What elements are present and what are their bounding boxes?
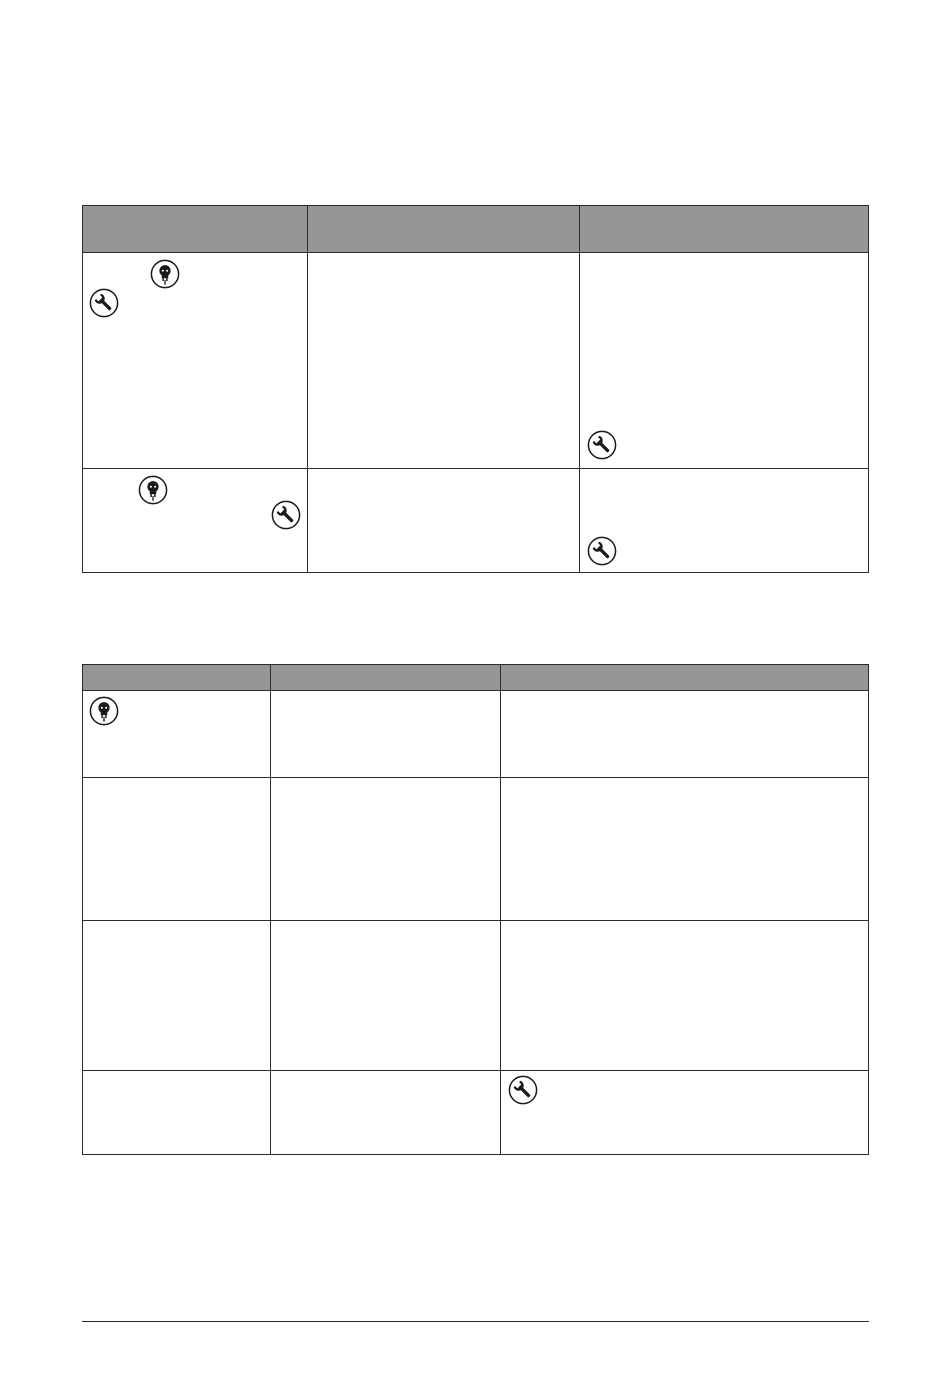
table-cell [500, 921, 868, 1070]
wrench-icon [508, 1075, 538, 1105]
table-cell [83, 778, 270, 920]
header-cell [500, 665, 868, 690]
table-cell [500, 691, 868, 777]
table-row [83, 920, 868, 1070]
table-cell [500, 1071, 868, 1154]
header-cell [83, 665, 270, 690]
table-cell [83, 691, 270, 777]
table-cell [83, 469, 307, 572]
footer-divider [82, 1321, 869, 1322]
table-cell [270, 921, 500, 1070]
power-plug-icon [138, 475, 168, 505]
troubleshooting-table-1 [82, 205, 869, 573]
table-header-row [83, 665, 868, 690]
table-cell [579, 469, 868, 572]
table-cell [270, 691, 500, 777]
table-row [83, 777, 868, 920]
table-cell [307, 253, 579, 468]
power-plug-icon [150, 259, 180, 289]
table-cell [579, 253, 868, 468]
table-cell [83, 921, 270, 1070]
wrench-icon [89, 288, 119, 318]
header-cell [307, 206, 579, 252]
troubleshooting-table-2 [82, 664, 869, 1155]
wrench-icon [587, 536, 617, 566]
table-cell [83, 253, 307, 468]
power-plug-icon [89, 696, 119, 726]
table-header-row [83, 206, 868, 252]
header-cell [579, 206, 868, 252]
table-row [83, 468, 868, 572]
table-cell [270, 1071, 500, 1154]
table-row [83, 690, 868, 777]
header-cell [270, 665, 500, 690]
table-cell [307, 469, 579, 572]
table-cell [500, 778, 868, 920]
header-cell [83, 206, 307, 252]
wrench-icon [271, 500, 301, 530]
table-row [83, 1070, 868, 1154]
table-cell [83, 1071, 270, 1154]
table-cell [270, 778, 500, 920]
table-row [83, 252, 868, 468]
wrench-icon [587, 430, 617, 460]
